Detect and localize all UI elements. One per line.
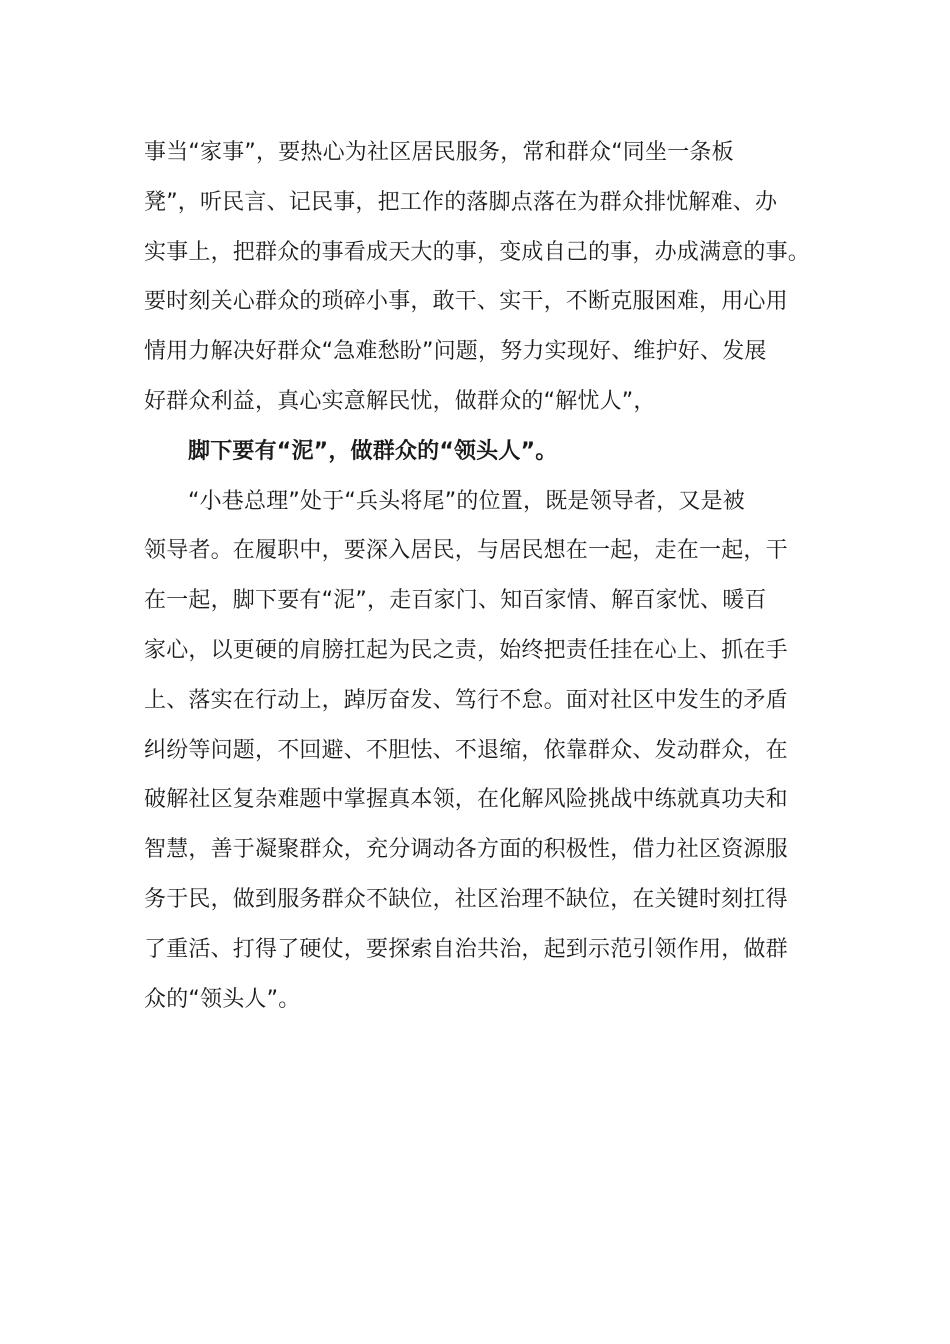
text-line: 务于民，做到服务群众不缺位，社区治理不缺位，在关键时刻扛得 — [144, 886, 788, 912]
text-line: 凳”，听民言、记民事，把工作的落脚点落在为群众排忧解难、办 — [144, 189, 778, 215]
text-line: “小巷总理”处于“兵头将尾”的位置，既是领导者，又是被 — [188, 488, 745, 514]
section-heading: 脚下要有“泥”，做群众的“领头人”。 — [188, 438, 558, 464]
text-line: 好群众利益，真心实意解民忧，做群众的“解忧人”， — [144, 388, 656, 414]
text-line: 众的“领头人”。 — [144, 986, 301, 1012]
text-line: 要时刻关心群众的琐碎小事，敢干、实干，不断克服困难，用心用 — [144, 289, 788, 315]
body-text — [144, 128, 824, 1024]
text-line: 情用力解决好群众“急难愁盼”问题，努力实现好、维护好、发展 — [144, 339, 767, 365]
text-line: 上、落实在行动上，踔厉奋发、笃行不怠。面对社区中发生的矛盾 — [144, 687, 788, 713]
text-line: 家心，以更硬的肩膀扛起为民之责，始终把责任挂在心上、抓在手 — [144, 637, 788, 663]
text-line: 领导者。在履职中，要深入居民，与居民想在一起，走在一起，干 — [144, 538, 788, 564]
text-line: 破解社区复杂难题中掌握真本领，在化解风险挑战中练就真功夫和 — [144, 787, 788, 813]
text-line: 事当“家事”，要热心为社区居民服务，常和群众“同坐一条板 — [144, 140, 734, 165]
text-line: 实事上，把群众的事看成天大的事，变成自己的事，办成满意的事。 — [144, 239, 811, 265]
text-line: 在一起，脚下要有“泥”，走百家门、知百家情、解百家忧、暖百 — [144, 588, 767, 614]
text-line: 智慧，善于凝聚群众，充分调动各方面的积极性，借力社区资源服 — [144, 837, 788, 863]
text-line: 纠纷等问题，不回避、不胆怯、不退缩，依靠群众、发动群众，在 — [144, 737, 788, 763]
text-line: 了重活、打得了硬仗，要探索自治共治，起到示范引领作用，做群 — [144, 936, 788, 962]
